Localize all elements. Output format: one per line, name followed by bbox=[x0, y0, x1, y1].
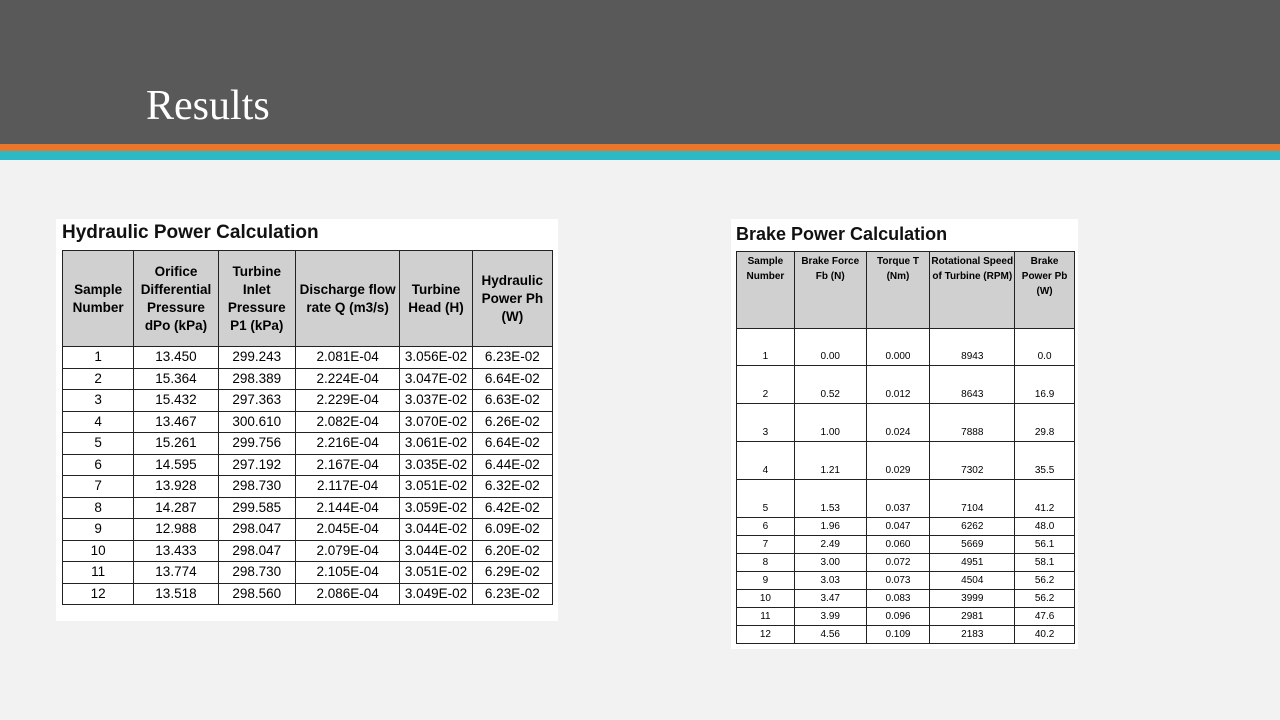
hydraulic-table-cell: 3.049E-02 bbox=[400, 583, 472, 605]
brake-table-cell: 4504 bbox=[930, 572, 1015, 590]
brake-table-cell: 1.21 bbox=[794, 442, 866, 480]
brake-table-cell: 9 bbox=[737, 572, 795, 590]
brake-table-cell: 5669 bbox=[930, 536, 1015, 554]
hydraulic-table-cell: 13.928 bbox=[134, 476, 218, 498]
brake-table-row bbox=[737, 329, 1075, 366]
brake-table-cell: 4 bbox=[737, 442, 795, 480]
hydraulic-table-cell: 13.518 bbox=[134, 583, 218, 605]
brake-table-cell: 0.060 bbox=[866, 536, 930, 554]
brake-table-row bbox=[737, 442, 1075, 480]
hydraulic-table-cell: 1 bbox=[63, 347, 134, 369]
hydraulic-table-cell: 8 bbox=[63, 497, 134, 519]
brake-table-cell: 1.96 bbox=[794, 518, 866, 536]
brake-table-cell: 29.8 bbox=[1015, 404, 1075, 442]
hydraulic-table-cell: 299.756 bbox=[218, 433, 295, 455]
hydraulic-table-cell: 3.061E-02 bbox=[400, 433, 472, 455]
hydraulic-table-cell: 6.42E-02 bbox=[472, 497, 552, 519]
brake-table-cell: 0.109 bbox=[866, 626, 930, 644]
hydraulic-table-row bbox=[63, 390, 553, 412]
hydraulic-header-cell: Turbine Inlet Pressure P1 (kPa) bbox=[218, 251, 295, 347]
brake-table-cell: 1.00 bbox=[794, 404, 866, 442]
brake-table-row bbox=[737, 608, 1075, 626]
hydraulic-table-row bbox=[63, 476, 553, 498]
brake-table-row bbox=[737, 590, 1075, 608]
hydraulic-table-cell: 297.192 bbox=[218, 454, 295, 476]
hydraulic-table-cell: 5 bbox=[63, 433, 134, 455]
brake-table-cell: 10 bbox=[737, 590, 795, 608]
brake-table-cell: 2 bbox=[737, 366, 795, 404]
hydraulic-table-row bbox=[63, 583, 553, 605]
brake-table-cell: 2.49 bbox=[794, 536, 866, 554]
brake-table-cell: 56.2 bbox=[1015, 572, 1075, 590]
brake-table-cell: 0.52 bbox=[794, 366, 866, 404]
hydraulic-table-cell: 298.047 bbox=[218, 519, 295, 541]
brake-table-cell: 3.03 bbox=[794, 572, 866, 590]
brake-header-cell: Rotational Speed of Turbine (RPM) bbox=[930, 252, 1015, 329]
hydraulic-table-cell: 6.63E-02 bbox=[472, 390, 552, 412]
slide-header bbox=[0, 0, 1280, 144]
brake-table-cell: 3 bbox=[737, 404, 795, 442]
brake-table-row bbox=[737, 480, 1075, 518]
hydraulic-table-row bbox=[63, 347, 553, 369]
hydraulic-table-cell: 2 bbox=[63, 368, 134, 390]
hydraulic-table-cell: 298.389 bbox=[218, 368, 295, 390]
hydraulic-table-cell: 13.774 bbox=[134, 562, 218, 584]
brake-table-cell: 2183 bbox=[930, 626, 1015, 644]
hydraulic-table-cell: 6.23E-02 bbox=[472, 583, 552, 605]
brake-table-cell: 0.012 bbox=[866, 366, 930, 404]
hydraulic-table-cell: 10 bbox=[63, 540, 134, 562]
hydraulic-table-cell: 3.037E-02 bbox=[400, 390, 472, 412]
brake-table-cell: 0.00 bbox=[794, 329, 866, 366]
hydraulic-table-cell: 3.051E-02 bbox=[400, 562, 472, 584]
brake-table-cell: 16.9 bbox=[1015, 366, 1075, 404]
brake-table-cell: 47.6 bbox=[1015, 608, 1075, 626]
brake-table-cell: 0.083 bbox=[866, 590, 930, 608]
brake-table-cell: 8643 bbox=[930, 366, 1015, 404]
brake-table-cell: 3.47 bbox=[794, 590, 866, 608]
hydraulic-table-cell: 6.29E-02 bbox=[472, 562, 552, 584]
brake-table-cell: 41.2 bbox=[1015, 480, 1075, 518]
hydraulic-header-cell: Turbine Head (H) bbox=[400, 251, 472, 347]
brake-table-row bbox=[737, 536, 1075, 554]
hydraulic-header-cell: Hydraulic Power Ph (W) bbox=[472, 251, 552, 347]
hydraulic-table-cell: 13.467 bbox=[134, 411, 218, 433]
hydraulic-table-cell: 2.086E-04 bbox=[295, 583, 399, 605]
brake-table-cell: 0.072 bbox=[866, 554, 930, 572]
hydraulic-header-cell: Discharge flow rate Q (m3/s) bbox=[295, 251, 399, 347]
brake-table-body bbox=[737, 329, 1075, 644]
header-stripe-orange bbox=[0, 144, 1280, 151]
hydraulic-table-cell: 3.051E-02 bbox=[400, 476, 472, 498]
hydraulic-table-cell: 6.64E-02 bbox=[472, 368, 552, 390]
hydraulic-table-cell: 13.450 bbox=[134, 347, 218, 369]
hydraulic-table-cell: 12.988 bbox=[134, 519, 218, 541]
hydraulic-table-cell: 300.610 bbox=[218, 411, 295, 433]
brake-header-cell: Brake Power Pb (W) bbox=[1015, 252, 1075, 329]
brake-table-cell: 0.073 bbox=[866, 572, 930, 590]
hydraulic-header-row bbox=[63, 251, 553, 347]
hydraulic-table-cell: 6.20E-02 bbox=[472, 540, 552, 562]
hydraulic-table-cell: 6.32E-02 bbox=[472, 476, 552, 498]
hydraulic-table-cell: 6 bbox=[63, 454, 134, 476]
brake-power-table bbox=[736, 251, 1075, 644]
brake-table-cell: 11 bbox=[737, 608, 795, 626]
brake-header-cell: Brake Force Fb (N) bbox=[794, 252, 866, 329]
brake-table-cell: 3999 bbox=[930, 590, 1015, 608]
brake-power-panel bbox=[731, 219, 1078, 649]
hydraulic-table-cell: 2.229E-04 bbox=[295, 390, 399, 412]
brake-table-cell: 0.0 bbox=[1015, 329, 1075, 366]
hydraulic-table-row bbox=[63, 411, 553, 433]
hydraulic-table-cell: 3.047E-02 bbox=[400, 368, 472, 390]
hydraulic-table-cell: 3.056E-02 bbox=[400, 347, 472, 369]
hydraulic-table-cell: 298.047 bbox=[218, 540, 295, 562]
hydraulic-table-cell: 2.144E-04 bbox=[295, 497, 399, 519]
hydraulic-table-cell: 2.079E-04 bbox=[295, 540, 399, 562]
hydraulic-table-cell: 2.081E-04 bbox=[295, 347, 399, 369]
brake-table-cell: 6262 bbox=[930, 518, 1015, 536]
hydraulic-table-cell: 6.26E-02 bbox=[472, 411, 552, 433]
hydraulic-table-cell: 9 bbox=[63, 519, 134, 541]
brake-table-cell: 4951 bbox=[930, 554, 1015, 572]
brake-table-cell: 35.5 bbox=[1015, 442, 1075, 480]
brake-table-cell: 0.096 bbox=[866, 608, 930, 626]
brake-table-cell: 0.047 bbox=[866, 518, 930, 536]
hydraulic-table-cell: 2.105E-04 bbox=[295, 562, 399, 584]
hydraulic-table-cell: 13.433 bbox=[134, 540, 218, 562]
brake-table-cell: 4.56 bbox=[794, 626, 866, 644]
brake-table-cell: 8943 bbox=[930, 329, 1015, 366]
hydraulic-table-cell: 3.059E-02 bbox=[400, 497, 472, 519]
hydraulic-table-row bbox=[63, 540, 553, 562]
hydraulic-table-cell: 298.730 bbox=[218, 562, 295, 584]
hydraulic-table-cell: 2.216E-04 bbox=[295, 433, 399, 455]
hydraulic-table-cell: 6.09E-02 bbox=[472, 519, 552, 541]
brake-table-cell: 58.1 bbox=[1015, 554, 1075, 572]
brake-table-cell: 40.2 bbox=[1015, 626, 1075, 644]
hydraulic-table-cell: 297.363 bbox=[218, 390, 295, 412]
brake-table-cell: 7302 bbox=[930, 442, 1015, 480]
brake-table-cell: 7 bbox=[737, 536, 795, 554]
hydraulic-table-title: Hydraulic Power Calculation bbox=[62, 222, 319, 243]
hydraulic-table-cell: 2.117E-04 bbox=[295, 476, 399, 498]
brake-table-cell: 0.024 bbox=[866, 404, 930, 442]
hydraulic-table-cell: 299.243 bbox=[218, 347, 295, 369]
hydraulic-table-cell: 2.082E-04 bbox=[295, 411, 399, 433]
brake-header-cell: Torque T (Nm) bbox=[866, 252, 930, 329]
brake-table-cell: 56.1 bbox=[1015, 536, 1075, 554]
hydraulic-table-cell: 3 bbox=[63, 390, 134, 412]
brake-table-cell: 0.000 bbox=[866, 329, 930, 366]
hydraulic-table-cell: 15.261 bbox=[134, 433, 218, 455]
brake-table-row bbox=[737, 572, 1075, 590]
hydraulic-table-cell: 3.070E-02 bbox=[400, 411, 472, 433]
hydraulic-table-cell: 6.23E-02 bbox=[472, 347, 552, 369]
hydraulic-power-panel bbox=[56, 219, 558, 621]
brake-table-cell: 8 bbox=[737, 554, 795, 572]
hydraulic-table-cell: 15.432 bbox=[134, 390, 218, 412]
slide-title: Results bbox=[146, 83, 270, 129]
brake-table-cell: 56.2 bbox=[1015, 590, 1075, 608]
brake-table-cell: 0.029 bbox=[866, 442, 930, 480]
hydraulic-table-row bbox=[63, 562, 553, 584]
hydraulic-header-cell: Orifice Differential Pressure dPo (kPa) bbox=[134, 251, 218, 347]
hydraulic-table-row bbox=[63, 519, 553, 541]
brake-header-cell: Sample Number bbox=[737, 252, 795, 329]
brake-table-cell: 5 bbox=[737, 480, 795, 518]
hydraulic-table-cell: 11 bbox=[63, 562, 134, 584]
hydraulic-table-cell: 14.287 bbox=[134, 497, 218, 519]
hydraulic-table-cell: 6.44E-02 bbox=[472, 454, 552, 476]
hydraulic-header-cell: Sample Number bbox=[63, 251, 134, 347]
hydraulic-table-cell: 4 bbox=[63, 411, 134, 433]
brake-table-cell: 3.99 bbox=[794, 608, 866, 626]
brake-table-cell: 1.53 bbox=[794, 480, 866, 518]
brake-table-row bbox=[737, 554, 1075, 572]
brake-table-row bbox=[737, 404, 1075, 442]
brake-table-cell: 48.0 bbox=[1015, 518, 1075, 536]
hydraulic-table-body bbox=[63, 347, 553, 605]
hydraulic-table-row bbox=[63, 497, 553, 519]
hydraulic-table-row bbox=[63, 454, 553, 476]
hydraulic-table-cell: 2.167E-04 bbox=[295, 454, 399, 476]
hydraulic-table-cell: 6.64E-02 bbox=[472, 433, 552, 455]
brake-table-cell: 2981 bbox=[930, 608, 1015, 626]
brake-table-cell: 3.00 bbox=[794, 554, 866, 572]
brake-table-cell: 7104 bbox=[930, 480, 1015, 518]
hydraulic-table-row bbox=[63, 368, 553, 390]
brake-table-cell: 12 bbox=[737, 626, 795, 644]
header-stripe-teal bbox=[0, 151, 1280, 160]
hydraulic-table-cell: 12 bbox=[63, 583, 134, 605]
hydraulic-table-cell: 2.224E-04 bbox=[295, 368, 399, 390]
hydraulic-table-cell: 3.044E-02 bbox=[400, 519, 472, 541]
brake-table-cell: 0.037 bbox=[866, 480, 930, 518]
hydraulic-table-cell: 7 bbox=[63, 476, 134, 498]
brake-header-row bbox=[737, 252, 1075, 329]
brake-table-title: Brake Power Calculation bbox=[736, 224, 948, 244]
brake-table-cell: 1 bbox=[737, 329, 795, 366]
hydraulic-table-cell: 2.045E-04 bbox=[295, 519, 399, 541]
hydraulic-power-table bbox=[62, 250, 553, 605]
brake-table-row bbox=[737, 626, 1075, 644]
hydraulic-table-cell: 15.364 bbox=[134, 368, 218, 390]
brake-table-row bbox=[737, 366, 1075, 404]
brake-table-row bbox=[737, 518, 1075, 536]
hydraulic-table-cell: 299.585 bbox=[218, 497, 295, 519]
brake-table-cell: 7888 bbox=[930, 404, 1015, 442]
hydraulic-table-cell: 14.595 bbox=[134, 454, 218, 476]
hydraulic-table-cell: 298.560 bbox=[218, 583, 295, 605]
brake-table-cell: 6 bbox=[737, 518, 795, 536]
hydraulic-table-cell: 3.035E-02 bbox=[400, 454, 472, 476]
hydraulic-table-cell: 3.044E-02 bbox=[400, 540, 472, 562]
hydraulic-table-cell: 298.730 bbox=[218, 476, 295, 498]
hydraulic-table-row bbox=[63, 433, 553, 455]
